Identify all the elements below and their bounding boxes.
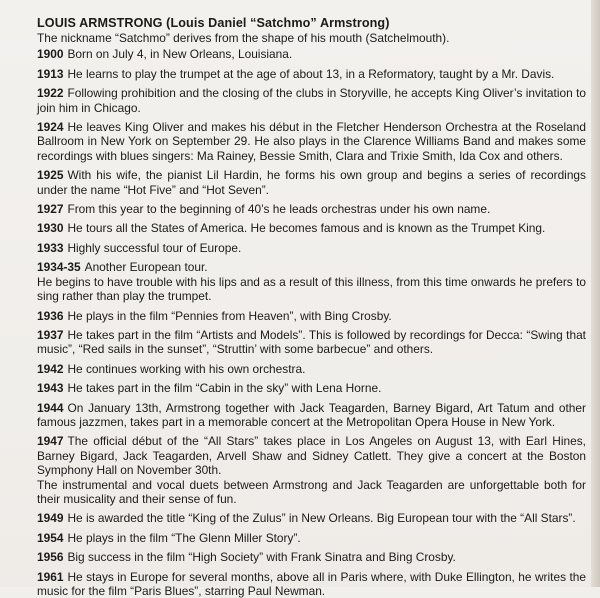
- entry-text: Born on July 4, in New Orleans, Louisiana.: [67, 47, 293, 62]
- timeline-entry-1900: [37, 47, 586, 61]
- timeline-entry-1937: [37, 328, 586, 357]
- entry-text: Another European tour.: [84, 260, 208, 275]
- page-edge-shadow: [591, 0, 600, 587]
- entry-text: He stays in Europe for several months, above all in Paris where, with Duke Ellington, he writes the music for the film “Paris Blues”, starring Paul Newman.: [37, 569, 586, 598]
- entry-text: He takes part in the film “Artists and Models”. This is followed by recordings for Decca: “Swing that music”, “Red sails in the sunset”, “Struttin’ with some barbecue” and others.: [37, 327, 586, 357]
- entry-year: 1930: [37, 221, 64, 236]
- timeline-entry-1930: [37, 221, 586, 235]
- entry-year: 1956: [37, 550, 64, 565]
- entry-year: 1925: [37, 168, 64, 183]
- entry-year: 1947: [37, 434, 64, 449]
- entry-text: With his wife, the pianist Lil Hardin, he forms his own group and begins a series of recordings under the name “Hot Five” and “Hot Seven”.: [37, 168, 586, 197]
- entry-year: 1937: [37, 327, 64, 342]
- document-title: LOUIS ARMSTRONG (Louis Daniel “Satchmo” Armstrong): [37, 16, 390, 30]
- entry-year: 1949: [37, 511, 64, 526]
- entry-text: He leaves King Oliver and makes his début in the Fletcher Henderson Orchestra at the Roseland Ballroom in New York on September 29. He also plays in the Clarence Williams Band and makes some recordings with blues singers: Ma Rainey, Bessie Smith, Clara and Trixie Smith, Ida Cox and others.: [37, 120, 586, 163]
- entry-text: Highly successful tour of Europe.: [67, 240, 242, 255]
- entry-year: 1944: [37, 400, 64, 415]
- timeline-entry-1934-35: [37, 260, 586, 303]
- entry-text-continued: The instrumental and vocal duets between Armstrong and Jack Teagarden are unforgettable both for their musicality and their sense of fun.: [37, 477, 586, 506]
- entry-text: He is awarded the title “King of the Zulus” in New Orleans. Big European tour with the “All Stars”.: [67, 511, 576, 526]
- entry-text-continued: He begins to have trouble with his lips and as a result of this illness, from this time onwards he prefers to sing rather than play the trumpet.: [37, 274, 586, 304]
- entry-text: From this year to the beginning of 40’s he leads orchestras under his own name.: [67, 202, 491, 217]
- entry-text: Following prohibition and the closing of the clubs in Storyville, he accepts King Oliver’s invitation to join him in Chicago.: [37, 86, 586, 115]
- entry-year: 1934-35: [37, 260, 81, 275]
- entry-year: 1924: [37, 120, 64, 135]
- timeline-entry-1947: [37, 434, 586, 506]
- entry-year: 1936: [37, 308, 64, 323]
- entry-year: 1942: [37, 361, 64, 376]
- timeline-entry-1956: [37, 550, 586, 564]
- entry-text: On January 13th, Armstrong together with Jack Teagarden, Barney Bigard, Art Tatum and other famous jazzmen, takes part in a memorable concert at the Metropolitan Opera House in New York.: [37, 400, 586, 429]
- timeline-entry-1942: [37, 362, 586, 376]
- entry-text: He tours all the States of America. He becomes famous and is known as the Trumpet King.: [67, 221, 546, 236]
- entry-year: 1933: [37, 240, 64, 255]
- entry-text: The official début of the “All Stars” takes place in Los Angeles on August 13, with Earl Hines, Barney Bigard, Jack Teagarden, Arvell Shaw and Sidney Catlett. They give a concert at the Boston Symphony Hall on November 30th.: [37, 434, 586, 478]
- entry-text: Big success in the film “High Society” with Frank Sinatra and Bing Crosby.: [67, 550, 456, 565]
- timeline-entry-1936: [37, 309, 586, 323]
- intro-text: The nickname “Satchmo” derives from the shape of his mouth (Satchelmouth).: [37, 31, 450, 45]
- timeline-entry-1927: [37, 202, 586, 216]
- entry-text: He takes part in the film “Cabin in the sky” with Lena Horne.: [67, 381, 382, 396]
- timeline-entry-1954: [37, 531, 586, 545]
- entry-text: He continues working with his own orchestra.: [67, 361, 306, 376]
- timeline-entry-1961: [37, 570, 586, 598]
- entry-text: He plays in the film “The Glenn Miller Story”.: [67, 530, 301, 545]
- timeline-entry-1933: [37, 241, 586, 255]
- timeline-entry-1943: [37, 381, 586, 395]
- timeline-entry-1922: [37, 86, 586, 115]
- entry-year: 1954: [37, 530, 64, 545]
- entry-year: 1927: [37, 202, 64, 217]
- timeline-entry-1925: [37, 168, 586, 197]
- entry-year: 1913: [37, 66, 64, 81]
- entry-year: 1922: [37, 86, 64, 101]
- entry-text: He plays in the film “Pennies from Heaven”, with Bing Crosby.: [67, 308, 392, 323]
- entry-year: 1943: [37, 381, 64, 396]
- entry-year: 1900: [37, 47, 64, 62]
- timeline-entry-1924: [37, 120, 586, 163]
- timeline: [37, 47, 586, 598]
- timeline-entry-1949: [37, 511, 586, 525]
- timeline-entry-1944: [37, 401, 586, 430]
- entry-text: He learns to play the trumpet at the age of about 13, in a Reformatory, taught by a Mr. Davis.: [67, 66, 555, 81]
- timeline-entry-1913: [37, 67, 586, 81]
- entry-year: 1961: [37, 569, 64, 584]
